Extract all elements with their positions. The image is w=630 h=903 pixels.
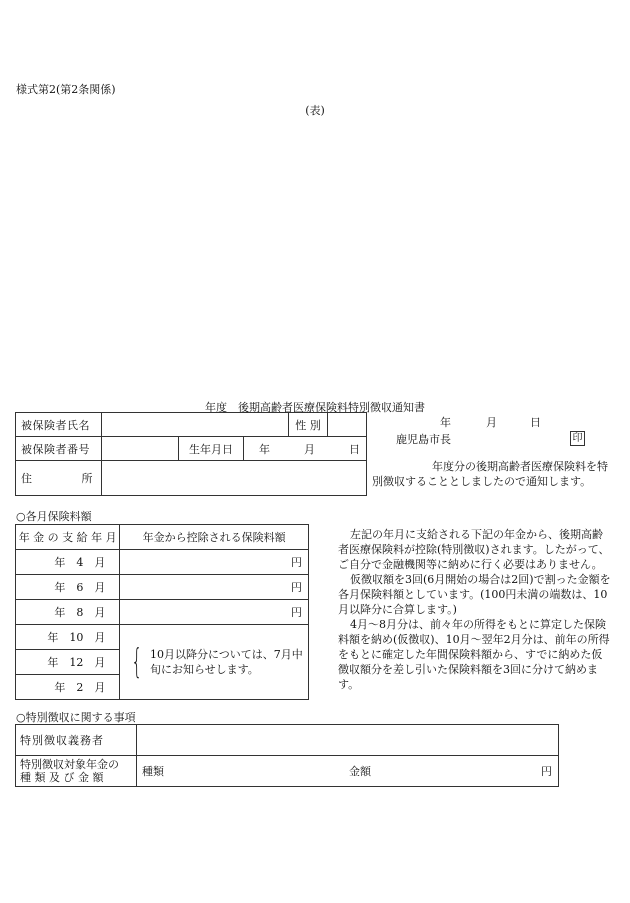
date-day-label: 日 — [530, 416, 541, 429]
date-year-label: 年 — [440, 416, 451, 429]
notice-date — [440, 414, 541, 430]
later-note: 10月以降分については、7月中旬にお知らせします。 — [150, 648, 303, 676]
col-header-amount: 年金から控除される保険料額 — [120, 525, 309, 550]
monthly-premium-table — [15, 524, 309, 700]
address-label-2: 所 — [81, 472, 93, 485]
section-monthly-heading: ○各月保険料額 — [16, 510, 92, 523]
seal-box: 印 — [570, 431, 585, 446]
insured-info-table — [15, 412, 367, 496]
col-header-month: 年 金 の 支 給 年 月 — [16, 525, 120, 550]
section-collection-heading: ○特別徴収に関する事項 — [16, 711, 136, 724]
month-cell: 年 12 月 — [16, 650, 120, 675]
month-cell: 年 10 月 — [16, 625, 120, 650]
month-cell: 年 2 月 — [16, 675, 120, 700]
name-value — [102, 413, 289, 437]
pension-label-line2: 種 類 及 び 金 額 — [20, 771, 104, 784]
address-label-1: 住 — [21, 472, 33, 485]
notice-body: 年度分の後期高齢者医療保険料を特別徴収することとしましたので通知します。 — [372, 460, 608, 488]
amount-cell: 円 — [120, 600, 309, 625]
month-cell: 年 8 月 — [16, 600, 120, 625]
name-label: 被保険者氏名 — [16, 413, 102, 437]
explanation-paragraph: 左記の年月に支給される下記の年金から、後期高齢者医療保険料が控除(特別徴収)されます。したがって、ご自分で金融機関等に納めに行く必要はありません。 — [338, 528, 610, 571]
address-label — [16, 461, 102, 496]
gender-value — [328, 413, 367, 437]
birth-year-label: 年 — [259, 442, 270, 456]
pension-label-line1: 特別徴収対象年金の — [20, 758, 119, 771]
birth-month-label: 月 — [304, 442, 315, 456]
number-value — [102, 437, 179, 461]
form-id: 様式第2(第2条関係) — [16, 83, 116, 96]
month-cell: 年 4 月 — [16, 550, 120, 575]
side-label: (表) — [305, 104, 325, 117]
pension-label — [16, 756, 137, 787]
birth-value — [244, 437, 367, 461]
amount-cell: 円 — [120, 550, 309, 575]
mayor-name: 鹿児島市長 — [396, 433, 451, 446]
page-title: 年度 後期高齢者医療保険料特別徴収通知書 — [205, 401, 425, 414]
obligor-value — [137, 725, 559, 756]
explanation-text — [338, 527, 611, 692]
birth-day-label: 日 — [349, 442, 360, 456]
amount-label: 金額 — [349, 765, 371, 778]
birth-label: 生年月日 — [179, 437, 244, 461]
address-value — [102, 461, 367, 496]
amount-cell: 円 — [120, 575, 309, 600]
brace-glyph: { — [131, 642, 143, 682]
later-note-cell — [120, 625, 309, 700]
yen-label: 円 — [541, 765, 552, 778]
gender-label: 性 別 — [289, 413, 328, 437]
number-label: 被保険者番号 — [16, 437, 102, 461]
date-month-label: 月 — [486, 416, 497, 429]
obligor-label: 特別徴収義務者 — [16, 725, 137, 756]
month-cell: 年 6 月 — [16, 575, 120, 600]
pension-value — [137, 756, 559, 787]
kind-label: 種類 — [142, 765, 164, 778]
collection-table — [15, 724, 559, 787]
explanation-paragraph: 4月～8月分は、前々年の所得をもとに算定した保険料額を納め(仮徴収)、10月～翌年2月分は、前年の所得をもとに確定した年間保険料額から、すでに納めた仮徴収額分を差し引いた保険料額を3回に分けて納めます。 — [338, 618, 610, 691]
explanation-paragraph: 仮徴収額を3回(6月開始の場合は2回)で割った金額を各月保険料額としています。(100円未満の端数は、10月以降分に合算します。) — [338, 573, 611, 616]
